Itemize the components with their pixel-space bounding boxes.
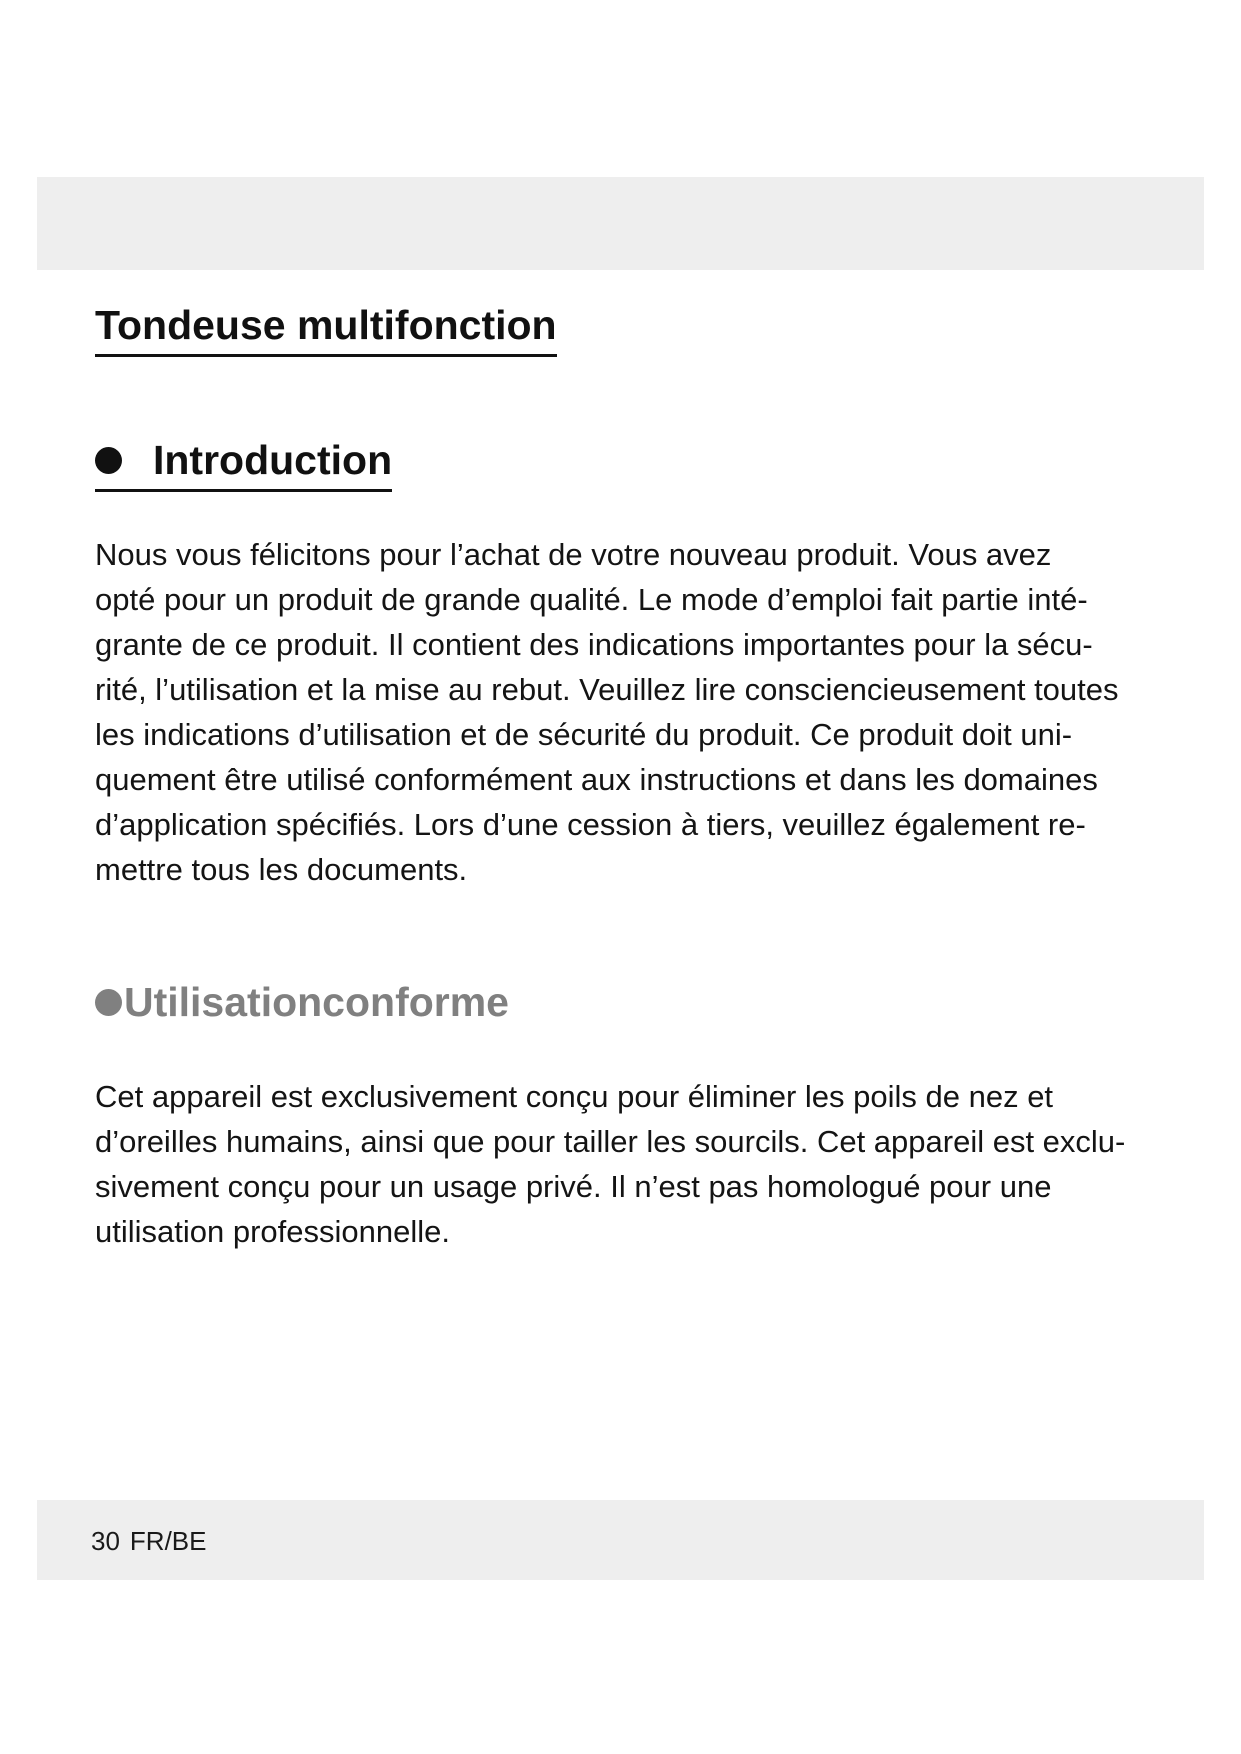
section-heading-label: Utilisationconforme [124, 979, 509, 1025]
paragraph-line: mettre tous les documents. [95, 852, 468, 887]
section-heading-intended-use [95, 977, 509, 1027]
paragraph-line: sivement conçu pour un usage privé. Il n’est pas homologué pour une [95, 1169, 1052, 1204]
page-footer [91, 1524, 207, 1558]
paragraph-line: Cet appareil est exclusivement conçu pour éliminer les poils de nez et [95, 1079, 1054, 1114]
footer-band [37, 1500, 1204, 1580]
bullet-icon [95, 447, 122, 474]
paragraph-line: d’oreilles humains, ainsi que pour tailler les sourcils. Cet appareil est exclu- [95, 1124, 1126, 1159]
header-band [37, 177, 1204, 270]
paragraph-line: opté pour un produit de grande qualité. Le mode d’emploi fait partie inté- [95, 582, 1088, 617]
paragraph-line: Nous vous félicitons pour l’achat de votre nouveau produit. Vous avez [95, 537, 1052, 572]
page-number: 30 [91, 1526, 120, 1556]
paragraph-line: les indications d’utilisation et de sécurité du produit. Ce produit doit uni- [95, 717, 1073, 752]
language-code: FR/BE [129, 1526, 207, 1556]
paragraph-line: grante de ce produit. Il contient des indications importantes pour la sécu- [95, 627, 1093, 662]
introduction-paragraph [95, 532, 1155, 892]
section-heading-label: Introduction [153, 437, 393, 483]
section-heading-introduction [95, 435, 392, 492]
paragraph-line: rité, l’utilisation et la mise au rebut. Veuillez lire consciencieusement toutes [95, 672, 1119, 707]
intended-use-paragraph [95, 1074, 1155, 1254]
document-title: Tondeuse multifonction [95, 300, 557, 357]
paragraph-line: d’application spécifiés. Lors d’une cession à tiers, veuillez également re- [95, 807, 1086, 842]
bullet-icon [95, 989, 122, 1016]
paragraph-line: utilisation professionnelle. [95, 1214, 450, 1249]
paragraph-line: quement être utilisé conformément aux instructions et dans les domaines [95, 762, 1098, 797]
